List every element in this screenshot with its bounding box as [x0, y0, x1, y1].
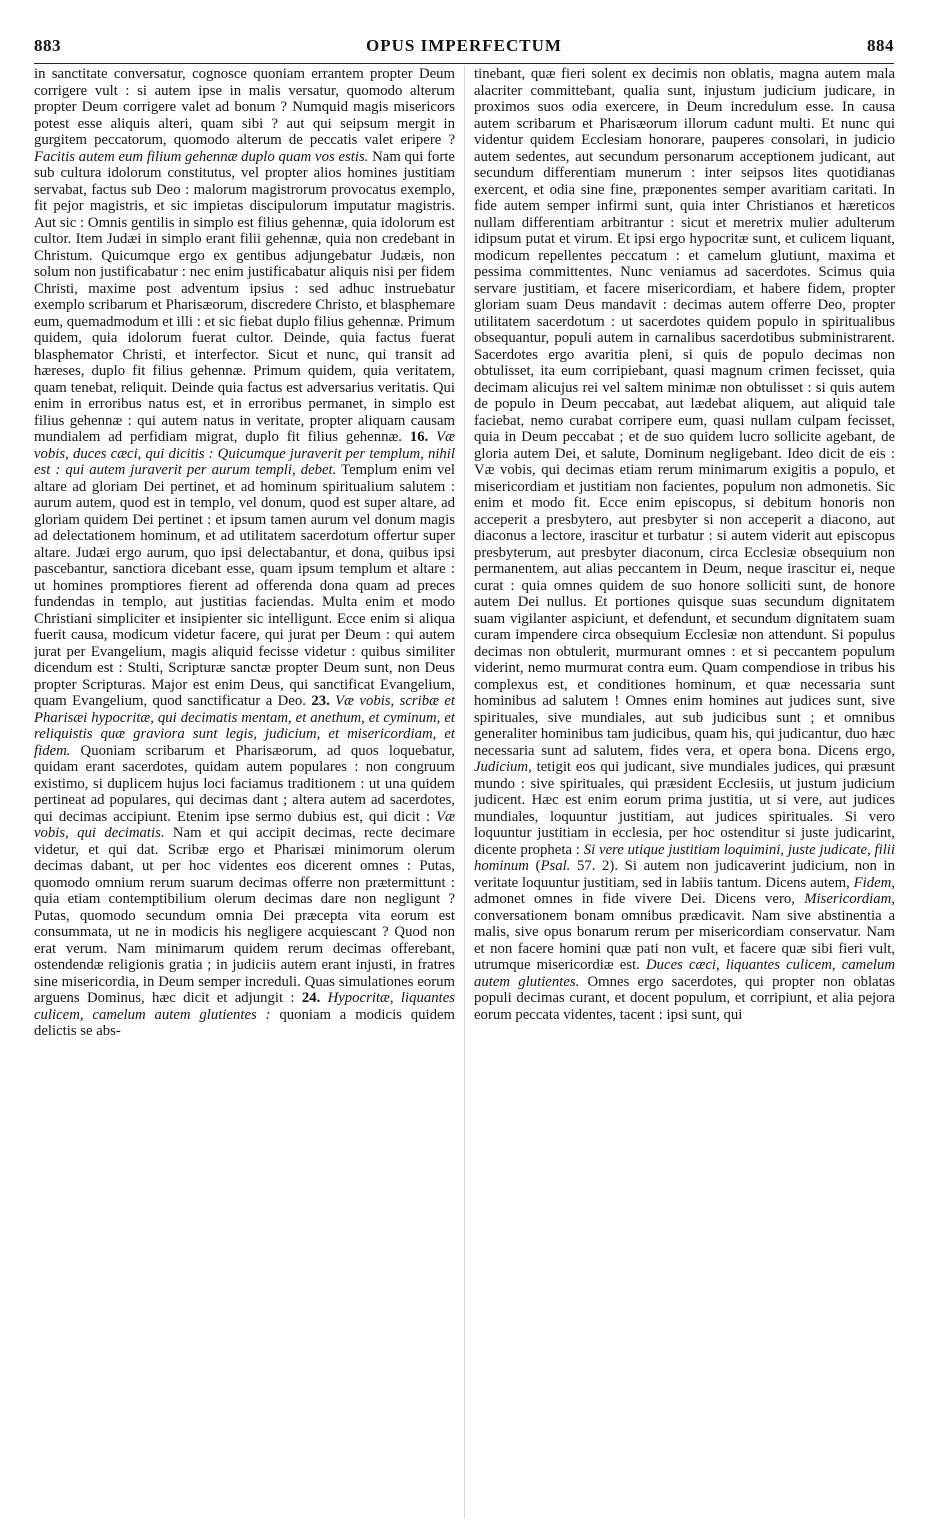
italic-quotation: Væ vobis, qui decimatis. [34, 808, 455, 841]
italic-quotation: Fidem, [853, 874, 895, 891]
verse-number: 24. [301, 990, 321, 1006]
text-run: Quoniam scribarum et Pharisæorum, ad quos loquebatur, quidam erant sacerdotes, quidam autem populares : non congruum existimo, si duplicem hujus loci faciamus traditionem : ut una quidem pertineat ad populares, qui decimas dant ; altera autem ad sacerdotes, qui decimas accipiunt. Etenim ipse sermo dubius est, qui dicit : [34, 742, 455, 825]
text-run: tinebant, quæ fieri solent ex decimis non oblatis, magna autem mala alacriter committebant, qualia sunt, injustum judicium judicare, in proximos suos odia exercere, in Deum incredulum esse. In causa autem scribarum et Pharisæorum illorum cadunt multi. Et nunc qui videntur quidem Ecclesiam honorare, pauperes consolari, in judicio autem sedentes, aut secundum personarum acceptionem judicant, aut secundum differentiam munerum : inter seipsos lites quotidianas exercent, et odia sine fine, præponentes semper avaritiam caritati. In fide autem semper infirmi sunt, quia inter Christianos et hæreticos nullam differentiam arbitrantur : sicut et meretrix mulier adulterum idipsum putat et virum. Et ipsi ergo hypocritæ sunt, et culicem liquant, modicum repellentes peccatum : et camelum glutiunt, maxima et pessima committentes. Nunc veniamus ad sacerdotes. Scimus quia servare justitiam, et facere misericordiam, et habere fidem, propter gloriam suam Deus mandavit : decimas autem offerre Deo, propter utilitatem sacerdotum : ut sacerdotes quidem populo in spiritualibus obsequantur, populi autem in carnalibus sacerdotibus subministrarent. Sacerdotes ergo avaritia pleni, si quis de populo decimas non obtulisset, ita eum corripiebant, quasi magnum crimen fecisset, quia decimam alicujus rei vel saltem minimæ non obtulisset : si quis autem de populo in Deum peccabat, aut lædebat aliquem, aut aliquid tale faciebat, nemo curabat corripere eum, quasi nullam culpam fecisset, quia in Deum peccabat ; et de suo quidem lucro sollicite agebant, de gloria autem Dei, et salute, Dominum negligebant. Ideo dicit de eis : Væ vobis, qui decimas etiam rerum minimarum exigitis a populo, et misericordiam et justitiam non facientes, populum non admonetis. Sic enim et modo fit. Ecce enim episcopus, si debitum honoris non acceperit a presbytero, aut presbyter si non acceperit a diacono, aut diaconus a lectore, irascitur et turbatur : si autem viderit aut episcopus presbyterum, aut presbyter diaconum, circa Ecclesiæ obsequium non permanentem, aut alias peccantem in Deum, neque irascitur ei, neque curat : quia omnes quidem de suo honore solliciti sunt, de honore autem Dei nullus. Et portiones quisque suas secundum dignitatem suam vigilanter aspiciunt, et defendunt, et secundum dignitatem suam curam impendere circa obsequium Ecclesiæ non attendunt. Si populus decimas non obtulerit, murmurant omnes : et si peccantem populum viderint, nemo murmurat contra eum. Quam compendiose in tribus his complexus est, et conditiones hominum, et quæ necessaria sunt hominibus ad salutem ! Omnes enim homines aut judices sunt, sive spirituales, sive mundiales, aut sub judicibus sunt ; et omnibus generaliter hominibus tam judicibus, quam his, qui judicantur, duo hæc necessaria sunt ad salutem, fides vera, et opera bona. Dicens ergo, [474, 66, 895, 759]
text-run [428, 429, 436, 445]
text-run: admonet omnes in fide vivere Dei. Dicens vero, [474, 891, 805, 907]
text-run: conversationem bonam omnibus prædicavit. Nam sive abstinentia a malis, sive opus bonarum rerum per misericordiam conservatur. Nam et non facere homini quæ pati non vult, et facere quæ sibi fieri vult, utrumque misericordiæ est. [474, 907, 895, 973]
verse-number: 16. [409, 429, 429, 445]
page-header [34, 36, 894, 62]
verse-number: 23. [311, 693, 330, 709]
right-column [474, 66, 895, 1518]
italic-quotation: Judicium, [474, 759, 532, 775]
running-title: OPUS IMPERFECTUM [366, 36, 562, 55]
italic-quotation: Duces cæci, liquantes culicem, camelum autem glutientes. [474, 957, 895, 990]
text-run [320, 990, 327, 1006]
left-column [34, 66, 455, 1518]
text-run: Omnes ergo sacerdotes, qui propter non oblatas populi decimas curant, et docent populum, et corripiunt, et alia pejora eorum peccata videntes, tacent : ipsi sunt, qui [474, 973, 895, 1023]
italic-quotation: Si vere utique justitiam loquimini, juste judicate, filii hominum [474, 841, 895, 874]
text-run: 57. 2). Si autem non judicaverint judicium, non in veritate loquuntur justitiam, sed in labiis tantum. Dicens autem, [474, 858, 895, 891]
text-run: ( [528, 858, 541, 874]
italic-quotation: Hypocritæ, liquantes culicem, camelum autem glutientes : [34, 990, 455, 1023]
header-rule [34, 63, 894, 64]
text-run: tetigit eos qui judicant, sive mundiales judices, qui præsunt mundo : sive spirituales, qui præsident Ecclesiis, ut justum judicium judicent. Hæc est enim eorum prima justitia, ut si vere, aut judices mundiales, loquuntur justitiam, aut judices spirituales. Si vero loquuntur justitiam in ecclesia, per hoc ostenditur si juste judicarint, dicente propheta : [474, 759, 895, 858]
italic-quotation: Misericordiam, [804, 891, 895, 907]
left-page-number: 883 [34, 36, 61, 55]
text-run: quoniam a modicis quidem delictis se abs- [34, 1006, 455, 1039]
column-separator [464, 66, 465, 1518]
italic-quotation: Væ vobis, scribæ et Pharisæi hypocritæ, qui decimatis mentam, et anethum, et cyminum, et reliquistis quæ graviora sunt legis, judicium, et misericordiam, et fidem. [34, 693, 455, 759]
italic-quotation: Psal. [540, 858, 571, 874]
text-run: in sanctitate conversatur, cognosce quoniam errantem propter Deum corrigere vult : si autem ipse in malis versatur, quomodo alterum propter Deum corrigere valet ad bonum ? Numquid magis misericors potest esse aliquis alteri, quam sibi ? aut qui seipsum mergit in gurgitem peccatorum, quomodo alterum de peccatis valet eripere ? [34, 66, 455, 148]
italic-quotation: Facitis autem eum filium gehennæ duplo quam vos estis. [34, 148, 369, 165]
right-column-text [474, 66, 895, 1023]
text-run: Templum enim vel altare ad gloriam Dei pertinet, et ad hominum spiritualium salutem : aurum autem, quod est in templo, vel donum, quod est super altare, ad gloriam quidem Dei pertinet : et ipsum tamen aurum vel donum magis ad delectationem hominum, et ad utilitatem sacerdotum offertur super altare. Judæi ergo aurum, quo ipsi delectabantur, et dona, quibus ipsi pascebantur, sanctiora dicebant esse, quam ipsum templum et altare : ut homines promptiores fierent ad offerenda dona quam ad preces fundendas in templo, aut justitias faciendas. Multa enim et modo Christiani simpliciter et insipienter sic intelligunt. Ecce enim si aliqua fuerit causa, modicum videtur facere, qui jurat per Deum : qui autem jurat per Evangelium, magis aliquid fecisse videtur : quibus similiter dicendum est : Stulti, Scripturæ sanctæ propter Deum sunt, non Deus propter Scripturas. Major est enim Deus, qui sanctificat Evangelium, quam Evangelium, quod sanctificatur a Deo. [34, 462, 455, 709]
italic-quotation: Væ vobis, duces cæci, qui dicitis : Quicumque juraverit per templum, nihil est : qui autem juraverit per aurum templi, debet. [34, 429, 455, 478]
right-page-number: 884 [867, 36, 894, 55]
left-column-text [34, 66, 455, 1040]
text-run: Nam qui forte sub cultura idolorum constitutus, vel propter alios homines justitiam servabat, factus sub Deo : malorum magistrorum provocatus exemplo, fit pejor magistris, et sic impietas discipulorum imputatur magistris. Aut sic : Omnis gentilis in simplo est filius gehennæ, quia idolorum est cultor. Item Judæi in simplo erant filii gehennæ, quia non credebant in Christum. Quicumque ergo ex gentibus adjungebatur Judæis, non solum non justificabatur : nec enim justificabatur aliquis nisi per fidem Christi, maxime post adventum ipsius : sed adhuc instruebatur exemplo scribarum et Pharisæorum, discredere Christo, et blasphemare eum, quemadmodum et illi : et sic fiebat duplo filius gehennæ. Primum quidem, quia idolorum fuerat cultor. Deinde, quia factus fuerat blasphemator Christi, et interfector. Sicut et nunc, qui transit ad hæreses, duplo fit filius gehennæ. Primum quidem, quia veritatem, quam tenebat, reliquit. Deinde quia factus est adversarius veritatis. Qui enim in erroribus natus est, et in erroribus permanet, in simplo est filius gehennæ : qui autem natus in veritate, propter aliquam causam mundialem ad perfidiam migrat, duplo fit filius gehennæ. [34, 148, 455, 445]
text-run: Nam et qui accipit decimas, recte decimare videtur, et qui dat. Scribæ ergo et Pharisæi minimorum olerum decimas dabant, ut per hoc videntes eos dicerent omnes : Putas, quomodo omnium rerum suarum decimas offerre non prætermittunt : quia etiam contemptibilium olerum decimas dare non negligunt ? Putas, quomodo secundum omnia Dei præcepta vita eorum est consummata, ut ne in modicis his negligere acquiescant ? Quod non erat verum. Nam minimarum quidem rerum decimas offerebant, ostendendæ religionis gratia ; in judiciis autem erant injusti, in fratres sine misericordia, in Deum semper increduli. Quas simulationes eorum arguens Dominus, hæc dicit et adjungit : [34, 825, 455, 1006]
